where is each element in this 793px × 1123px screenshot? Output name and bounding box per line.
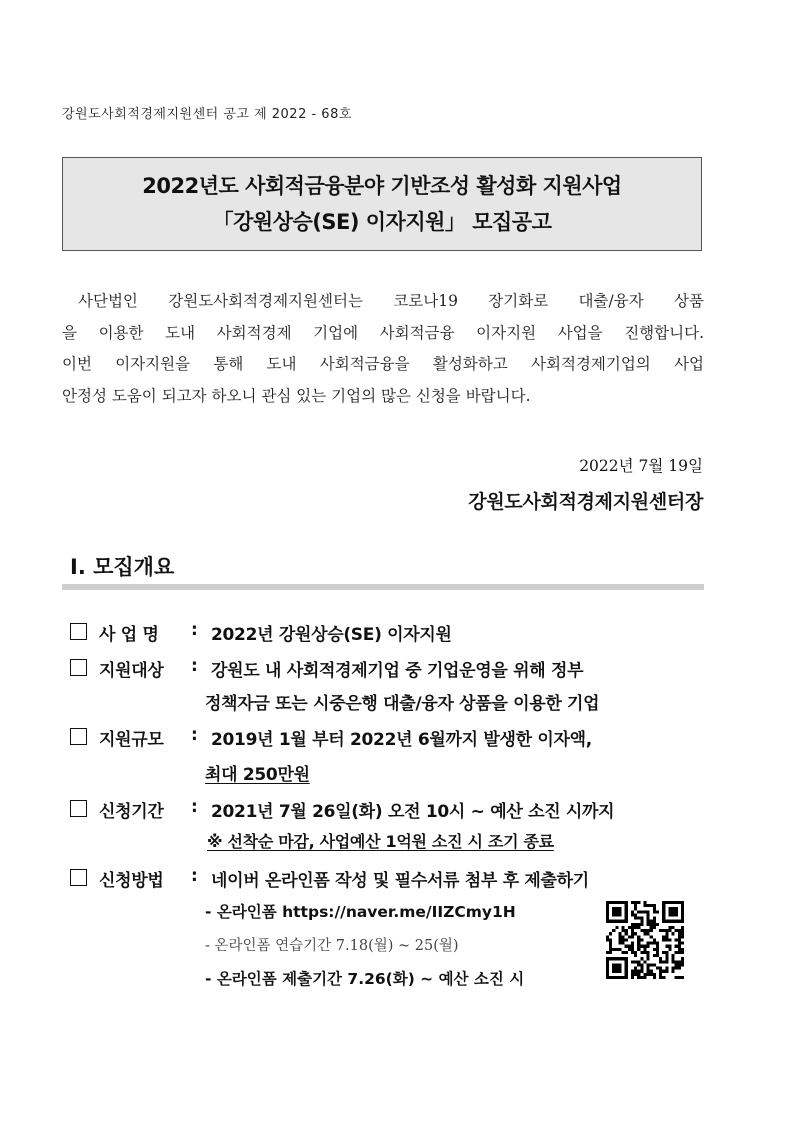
- colon: :: [191, 725, 198, 745]
- colon: :: [191, 797, 198, 817]
- intro-line: 안정성 도움이 되고자 하오니 관심 있는 기업의 많은 신청을 바랍니다.: [62, 386, 531, 405]
- intro-paragraph: [62, 286, 704, 412]
- item-target: [70, 656, 583, 681]
- intro-line: 사단법인 강원도사회적경제지원센터는 코로나19 장기화로 대출/융자 상품: [78, 292, 704, 310]
- checkbox-icon: [70, 623, 87, 640]
- title-line-1: 2022년도 사회적금융분야 기반조성 활성화 지원사업: [142, 174, 622, 198]
- checkbox-icon: [70, 728, 87, 745]
- period-note: ※ 선착순 마감, 사업예산 1억원 소진 시 조기 종료: [207, 832, 554, 851]
- item-label: 지원대상: [99, 661, 164, 681]
- item-label: 지원규모: [99, 730, 164, 750]
- colon: :: [191, 866, 198, 886]
- notice-number: 강원도사회적경제지원센터 공고 제 2022 - 68호: [62, 107, 352, 122]
- item-value: 네이버 온라인폼 작성 및 필수서류 첨부 후 제출하기: [211, 871, 589, 891]
- qr-code-icon[interactable]: [606, 901, 684, 979]
- checkbox-icon: [70, 800, 87, 817]
- item-label: 사 업 명: [99, 625, 159, 645]
- item-project-name: [70, 620, 452, 645]
- checkbox-icon: [70, 869, 87, 886]
- item-value: 2022년 강원상승(SE) 이자지원: [211, 625, 452, 645]
- colon: :: [191, 620, 198, 640]
- item-period: [70, 797, 614, 822]
- notice-date: 2022년 7월 19일: [579, 457, 703, 475]
- item-scale: [70, 725, 592, 750]
- item-value: 2021년 7월 26일(화) 오전 10시 ~ 예산 소진 시까지: [211, 802, 615, 822]
- online-form-link[interactable]: - 온라인폼 https://naver.me/IIZCmy1H: [205, 903, 516, 921]
- item-value: 강원도 내 사회적경제기업 중 기업운영을 위해 정부: [211, 661, 584, 681]
- max-amount: 최대 250만원: [205, 765, 310, 785]
- title-box: [62, 157, 702, 251]
- item-value-continued: 정책자금 또는 시중은행 대출/융자 상품을 이용한 기업: [205, 694, 600, 714]
- intro-line: 이번 이자지원을 통해 도내 사회적금융을 활성화하고 사회적경제기업의 사업: [62, 355, 704, 373]
- intro-line: 을 이용한 도내 사회적경제 기업에 사회적금융 이자지원 사업을 진행합니다.: [62, 323, 704, 342]
- item-label: 신청방법: [99, 871, 164, 891]
- item-label: 신청기간: [99, 802, 164, 822]
- practice-period: - 온라인폼 연습기간 7.18(월) ~ 25(월): [205, 938, 459, 954]
- issuer-name: 강원도사회적경제지원센터장: [468, 491, 703, 513]
- item-method: [70, 866, 589, 891]
- item-value: 2019년 1월 부터 2022년 6월까지 발생한 이자액,: [211, 730, 592, 750]
- checkbox-icon: [70, 659, 87, 676]
- submission-period: - 온라인폼 제출기간 7.26(화) ~ 예산 소진 시: [205, 970, 525, 988]
- section-divider: [62, 584, 704, 590]
- section-title: Ⅰ. 모집개요: [70, 555, 175, 579]
- title-line-2: 「강원상승(SE) 이자지원」 모집공고: [212, 210, 552, 234]
- colon: :: [191, 656, 198, 676]
